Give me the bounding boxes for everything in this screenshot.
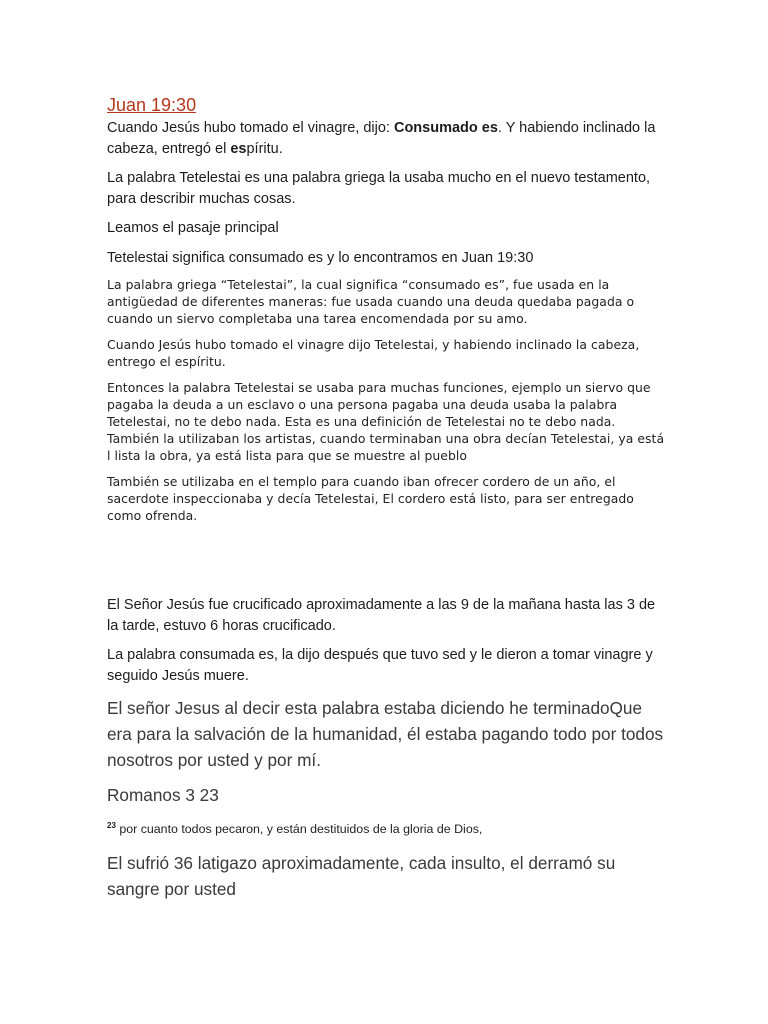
paragraph: Leamos el pasaje principal — [107, 220, 279, 236]
paragraph: También se utilizaba en el templo para cuando iban ofrecer cordero de un año, el sacerdote inspeccionaba y decía Tetelestai, El cordero está listo, para ser entregado como ofrenda. — [107, 474, 634, 523]
paragraph: Cuando Jesús hubo tomado el vinagre dijo Tetelestai, y habiendo inclinado la cabeza, entrego el espíritu. — [107, 337, 640, 369]
paragraph: La palabra consumada es, la dijo después que tuvo sed y le dieron a tomar vinagre y seguido Jesús muere. — [107, 647, 653, 684]
paragraph-large: El sufrió 36 latigazo aproximadamente, cada insulto, el derramó su sangre por usted — [107, 853, 616, 900]
verse-number: 23 — [107, 821, 116, 830]
paragraph: La palabra griega “Tetelestai”, la cual significa “consumado es”, fue usada en la antigüedad de diferentes maneras: fue usada cuando una deuda quedaba pagada o cuando un siervo completaba una tarea encomendada por su amo. — [107, 277, 635, 326]
text-segment: . Y habiendo inclinado la cabeza, entregó el — [107, 120, 656, 157]
bold-text: es — [230, 140, 247, 157]
text-segment: píritu. — [246, 140, 283, 157]
paragraph: Entonces la palabra Tetelestai se usaba para muchas funciones, ejemplo un siervo que pagaba la deuda a un esclavo o una persona pagaba una deuda usaba la palabra Tetelestai, no te debo nada. Esta es una definición de Tetelestai no te debo nada. También la utilizaban los artistas, cuando terminaban una obra decían Tetelestai, ya está l lista la obra, ya está lista para que se muestre al pueblo — [107, 380, 665, 463]
document-page — [107, 94, 667, 911]
bible-verse — [107, 817, 667, 838]
text-segment: Cuando Jesús hubo tomado el vinagre, dijo: — [107, 120, 394, 136]
page-title[interactable]: Juan 19:30 — [107, 95, 197, 115]
paragraph: El Señor Jesús fue crucificado aproximadamente a las 9 de la mañana hasta las 3 de la tarde, estuvo 6 horas crucificado. — [107, 597, 656, 634]
paragraph-verse-quote — [107, 118, 667, 159]
blank-space — [107, 533, 667, 595]
paragraph: La palabra Tetelestai es una palabra griega la usaba mucho en el nuevo testamento, para describir muchas cosas. — [107, 170, 651, 207]
verse-text: por cuanto todos pecaron, y están destituidos de la gloria de Dios, — [115, 822, 483, 837]
paragraph: Tetelestai significa consumado es y lo encontramos en Juan 19:30 — [107, 249, 534, 266]
bold-text: Consumado es — [393, 120, 498, 136]
paragraph-large: El señor Jesus al decir esta palabra estaba diciendo he terminadoQue era para la salvación de la humanidad, él estaba pagando todo por todos nosotros por usted y por mí. — [107, 698, 664, 770]
scripture-reference: Romanos 3 23 — [107, 785, 219, 805]
